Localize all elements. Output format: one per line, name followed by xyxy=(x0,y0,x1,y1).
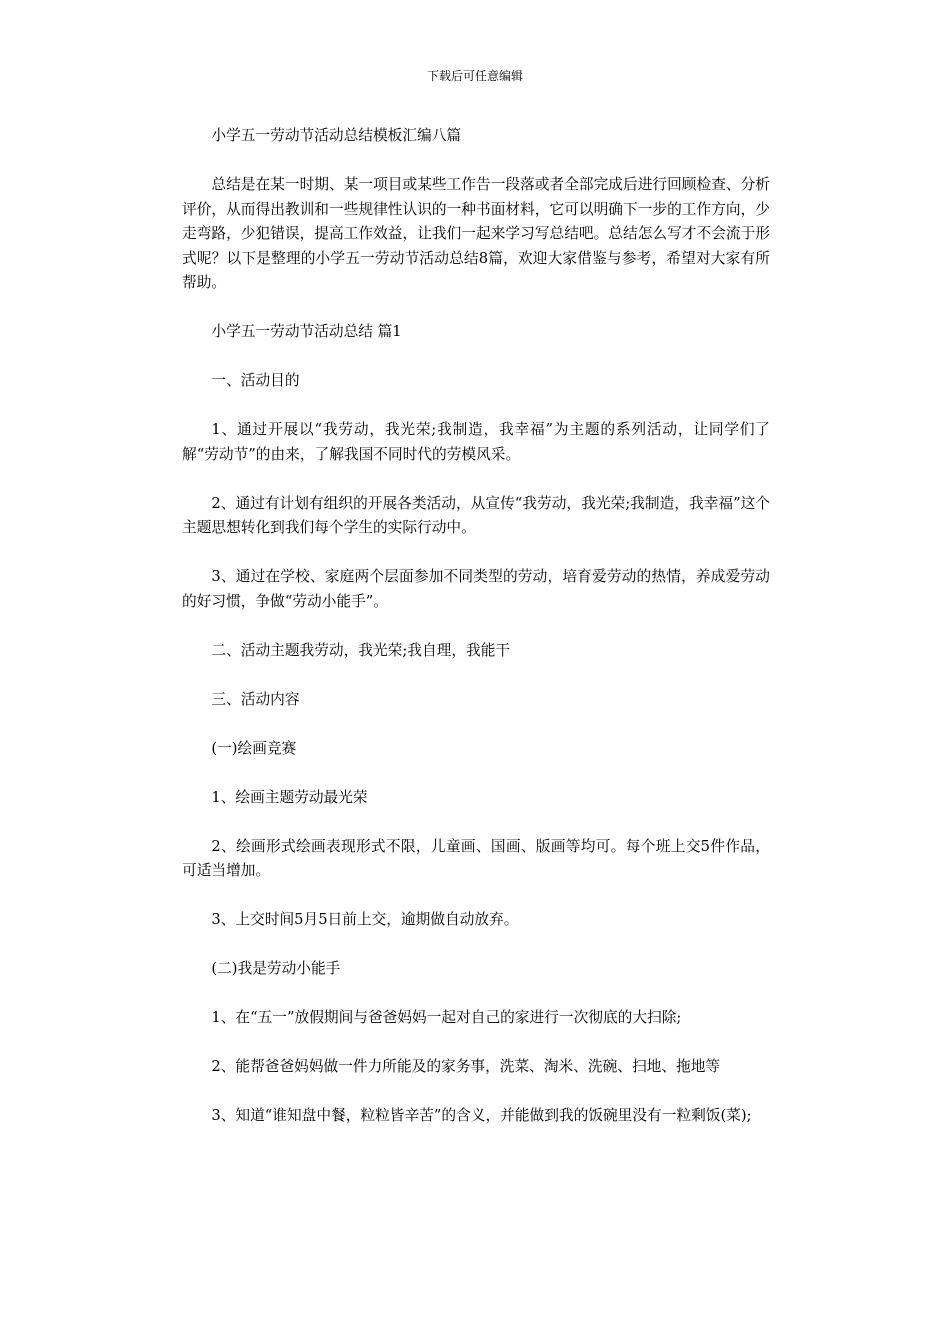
paragraph: 3、上交时间5月5日前上交，逾期做自动放弃。 xyxy=(211,911,519,928)
subheading-purpose: 一、活动目的 xyxy=(211,372,300,389)
subheading-labor: (二)我是劳动小能手 xyxy=(211,960,341,977)
paragraph: 1、在“五一”放假期间与爸爸妈妈一起对自己的家进行一次彻底的大扫除; xyxy=(211,1009,682,1026)
subheading-content: 三、活动内容 xyxy=(211,690,300,708)
intro-paragraph: 总结是在某一时期、某一项目或某些工作告一段落或者全部完成后进行回顾检查、分析评价，从而得出教训和一些规律性认识的一种书面材料，它可以明确下一步的工作方向，少走弯路，少犯错误，提高工作效益，让我们一起来学习写总结吧。总结怎么写才不会流于形式呢？以下是整理的小学五一劳动节活动总结8篇，欢迎大家借鉴与参考，希望对大家有所帮助。 xyxy=(182,176,770,291)
section-heading: 小学五一劳动节活动总结 篇1 xyxy=(211,323,402,340)
paragraph: 2、通过有计划有组织的开展各类活动，从宣传“我劳动，我光荣;我制造，我幸福”这个主题思想转化到我们每个学生的实际行动中。 xyxy=(182,494,770,536)
paragraph: 3、通过在学校、家庭两个层面参加不同类型的劳动，培育爱劳动的热情，养成爱劳动的好习惯，争做“劳动小能手”。 xyxy=(182,568,770,610)
paragraph: 2、绘画形式绘画表现形式不限，儿童画、国画、版画等均可。每个班上交5件作品，可适当增加。 xyxy=(182,837,770,879)
page-header: 下载后可任意编辑 xyxy=(426,69,523,83)
paragraph: 1、通过开展以“我劳动，我光荣;我制造，我幸福”为主题的系列活动，让同学们了解“劳动节”的由来，了解我国不同时代的劳模风采。 xyxy=(182,421,770,463)
subheading-theme: 二、活动主题我劳动，我光荣;我自理，我能干 xyxy=(211,641,511,659)
document-body xyxy=(182,124,770,1153)
paragraph: 1、绘画主题劳动最光荣 xyxy=(211,788,368,806)
paragraph: 2、能帮爸爸妈妈做一件力所能及的家务事，洗菜、淘米、洗碗、扫地、拖地等 xyxy=(211,1058,721,1075)
paragraph: 3、知道“谁知盘中餐，粒粒皆辛苦”的含义，并能做到我的饭碗里没有一粒剩饭(菜); xyxy=(211,1107,752,1124)
subheading-drawing: (一)绘画竞赛 xyxy=(211,739,297,757)
document-title: 小学五一劳动节活动总结模板汇编八篇 xyxy=(211,127,462,144)
